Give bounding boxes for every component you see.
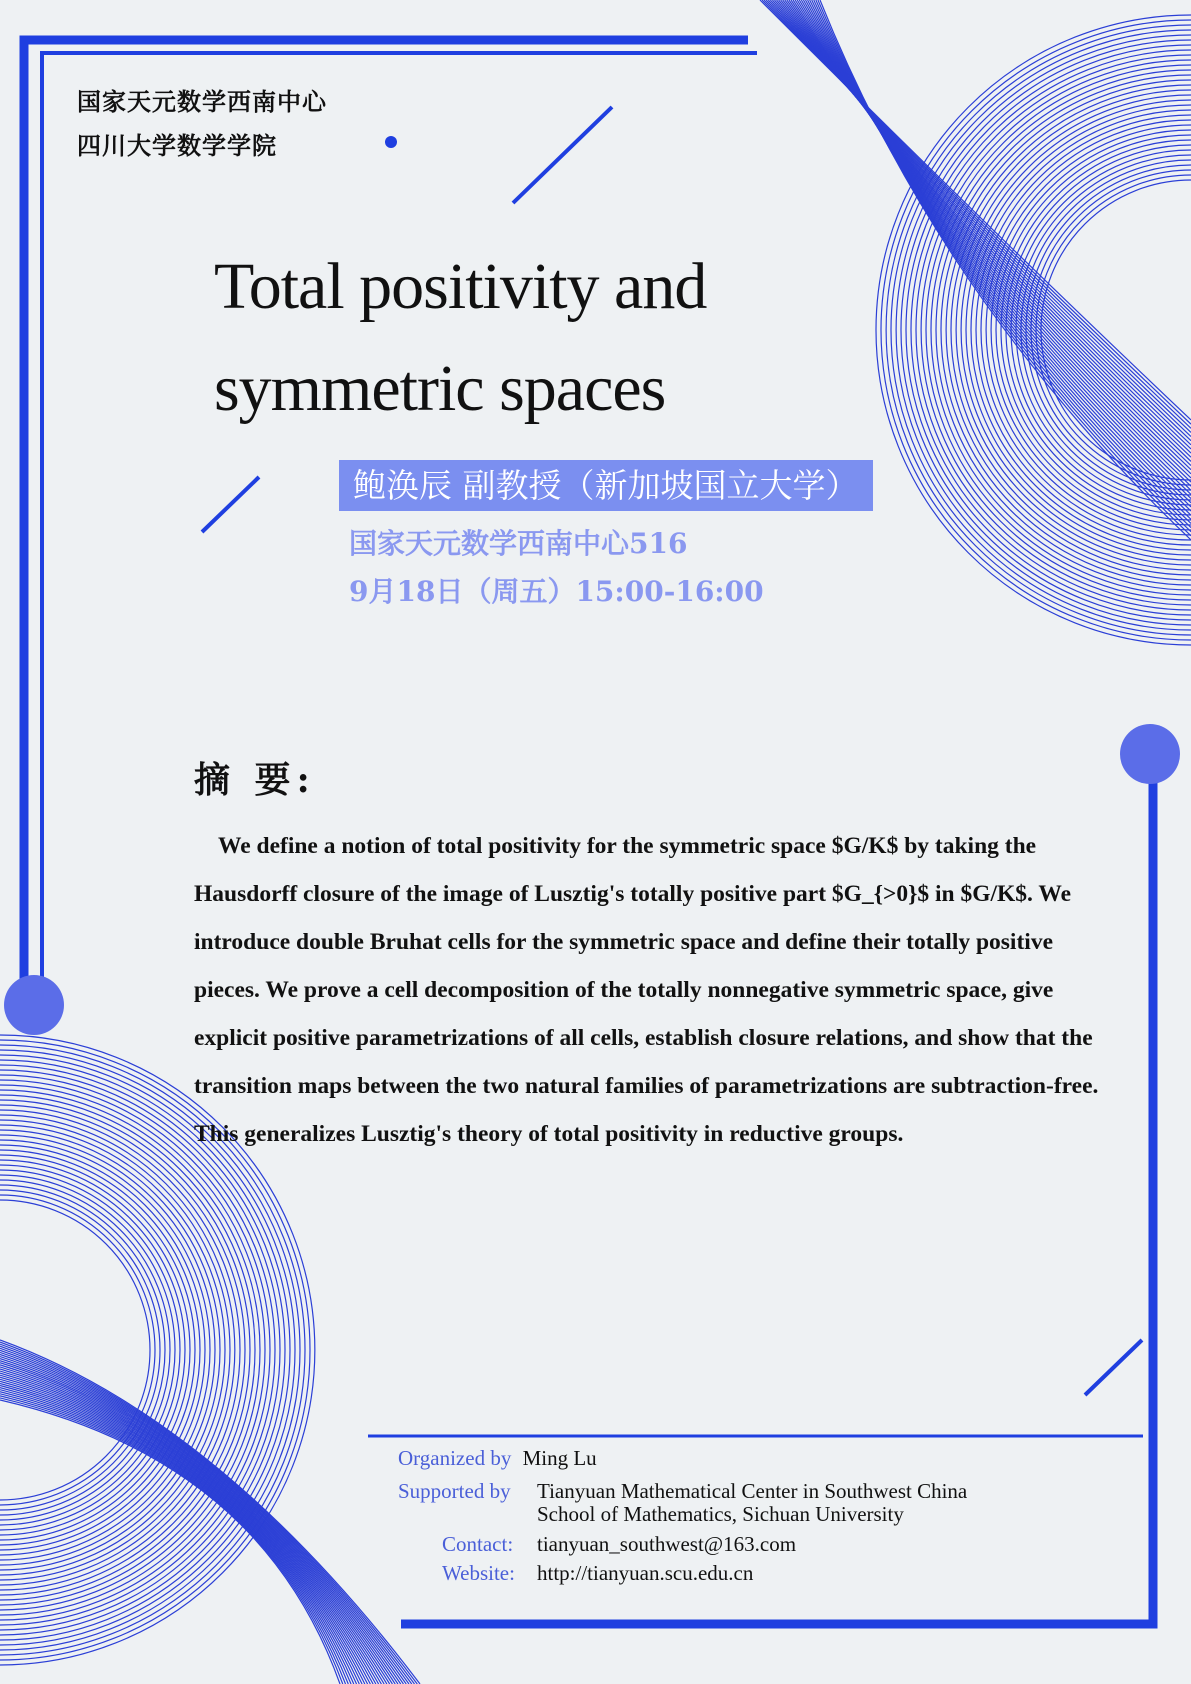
- abstract-heading: 摘 要:: [194, 759, 316, 801]
- decorative-curve: [0, 1377, 370, 1684]
- decorative-curve: [0, 1388, 357, 1684]
- decorative-arc: [0, 1165, 185, 1535]
- decorative-arc: [886, 25, 1191, 635]
- decorative-arc: [0, 1195, 155, 1505]
- organized-row: [398, 1447, 597, 1470]
- decorative-curve: [0, 1381, 365, 1684]
- decorative-arc: [951, 90, 1191, 570]
- accent-dot-small: [385, 136, 397, 148]
- decorative-arc: [0, 1095, 255, 1605]
- decorative-arc: [0, 1125, 225, 1575]
- contact-row: [442, 1533, 513, 1556]
- accent-stroke-1: [513, 107, 612, 203]
- speaker-banner: 鲍涣辰 副教授（新加坡国立大学）: [339, 460, 873, 511]
- decorative-curve: [0, 1383, 362, 1684]
- organized-value: Ming Lu: [522, 1446, 597, 1470]
- accent-stroke-3: [1085, 1340, 1142, 1395]
- organized-label: Organized by: [398, 1446, 512, 1470]
- website-row: [442, 1562, 515, 1585]
- decorative-arc: [0, 1110, 240, 1590]
- institution-name-2: 四川大学数学学院: [77, 131, 277, 160]
- contact-label: Contact:: [442, 1532, 514, 1556]
- decorative-arc: [931, 70, 1191, 590]
- talk-time: 9月18日（周五）15:00-16:00: [349, 575, 764, 608]
- abstract-text: We define a notion of total positivity for the symmetric space $G/K$ by taking the Hausdorff closure of the image of Lusztig's totally positive part $G_{>0}$ in $G/K$. We introduce double Bruhat cells for the symmetric space and define their totally positive pieces. We prove a cell decomposition of the totally nonnegative symmetric space, give explicit positive parametrizations of all cells, establish closure relations, and show that the transition maps between the two natural families of parametrizations are subtraction-free. This generalizes Lusztig's theory of total positivity in reductive groups.: [194, 833, 1099, 1147]
- accent-dot-right: [1120, 724, 1180, 784]
- website-link[interactable]: http://tianyuan.scu.edu.cn: [537, 1561, 754, 1585]
- supported-value-1: Tianyuan Mathematical Center in Southwest China: [537, 1479, 968, 1503]
- supported-row: [398, 1480, 511, 1503]
- talk-title-line-1: Total positivity and: [214, 250, 707, 323]
- accent-dot-left: [4, 975, 64, 1035]
- decorative-curve: [0, 1386, 359, 1684]
- decorative-arc: [0, 1145, 205, 1555]
- institution-name-1: 国家天元数学西南中心: [77, 87, 327, 116]
- supported-label: Supported by: [398, 1479, 511, 1503]
- talk-location: 国家天元数学西南中心516: [349, 527, 688, 560]
- decorative-arc: [0, 1160, 190, 1540]
- decorative-arc: [0, 1190, 160, 1510]
- contact-email[interactable]: tianyuan_southwest@163.com: [537, 1532, 797, 1556]
- talk-title: [214, 236, 914, 440]
- website-label: Website:: [442, 1561, 515, 1585]
- talk-title-line-2: symmetric spaces: [214, 352, 666, 425]
- accent-stroke-2: [202, 477, 259, 532]
- decorative-arc: [0, 1130, 220, 1570]
- decorative-arc: [0, 1090, 260, 1610]
- decorative-arc: [966, 105, 1191, 555]
- supported-value-2: School of Mathematics, Sichuan University: [537, 1502, 904, 1526]
